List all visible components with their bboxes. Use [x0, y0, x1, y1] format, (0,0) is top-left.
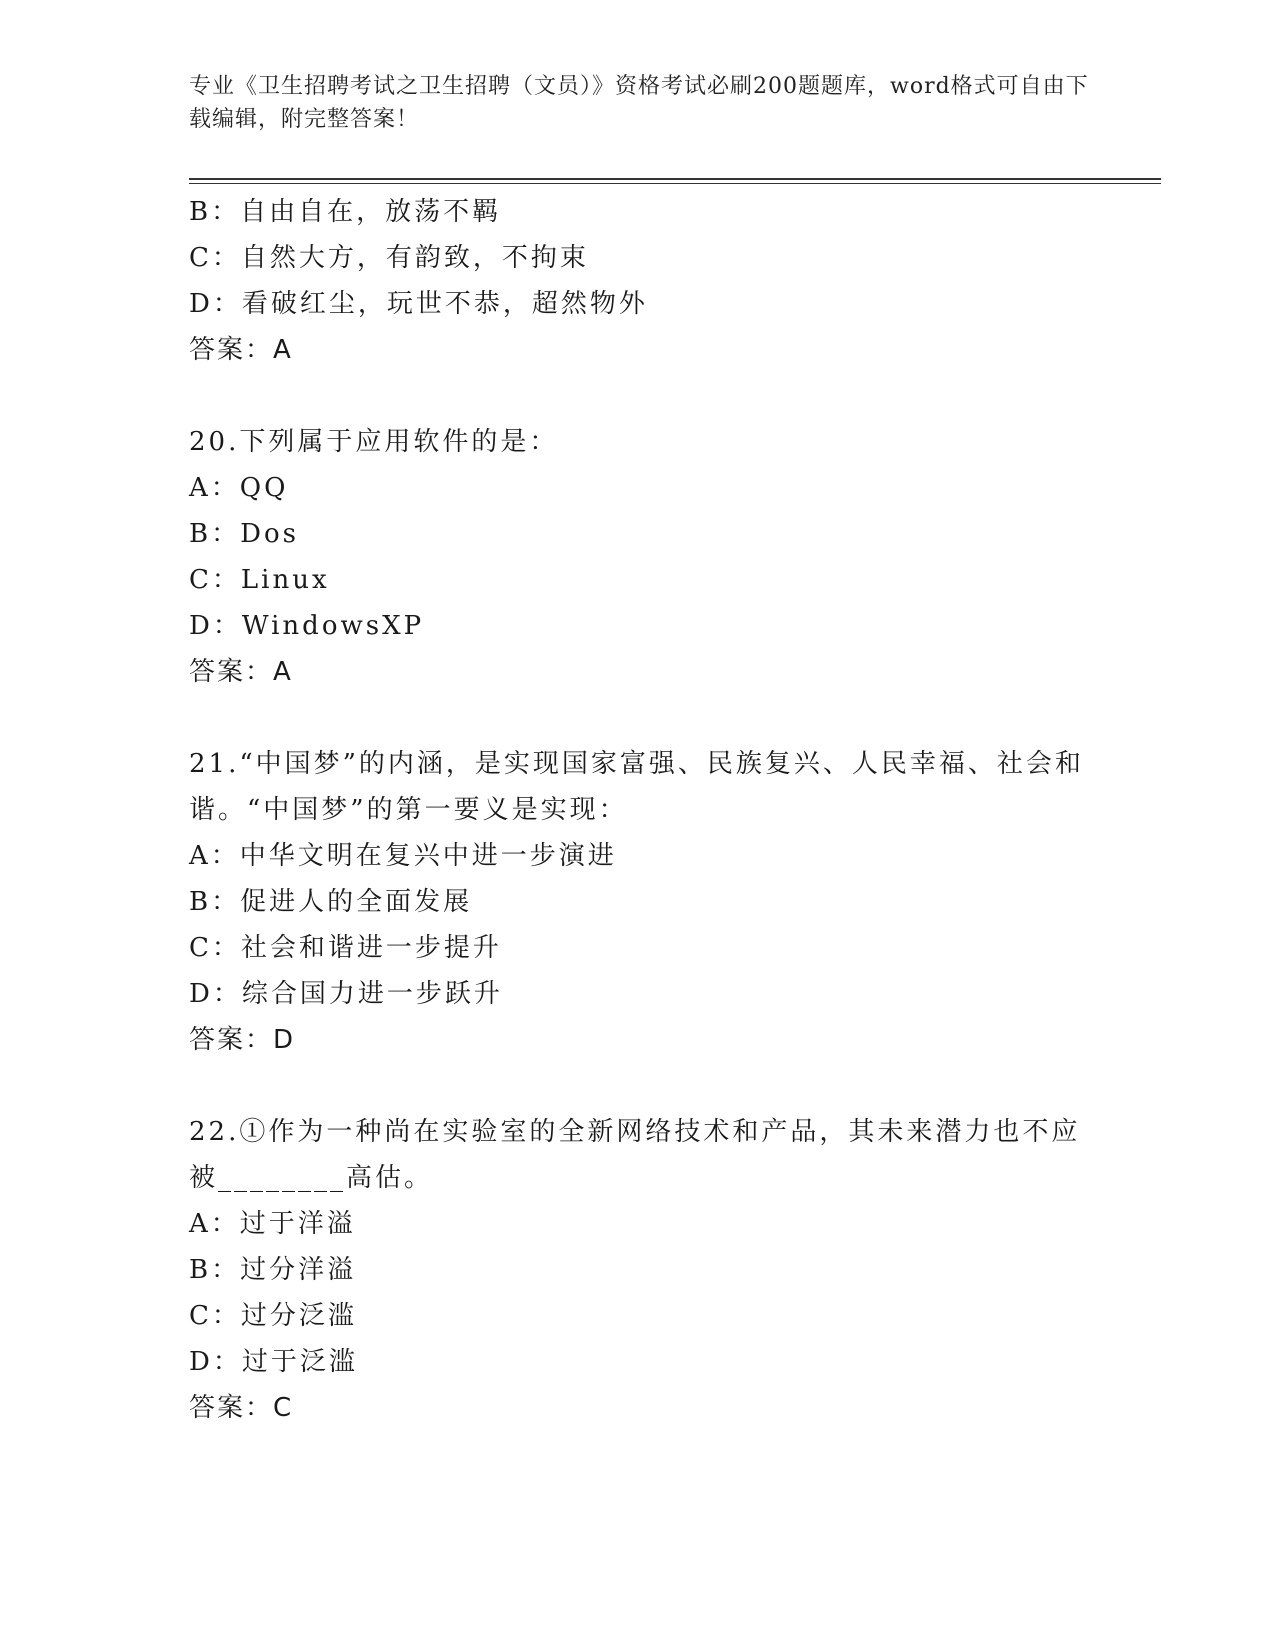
- option-line: C：过分泛滥: [189, 1301, 357, 1331]
- option-line: C：Linux: [189, 565, 330, 595]
- question-block: [189, 189, 1089, 373]
- question-stem: 21.“中国梦”的内涵，是实现国家富强、民族复兴、人民幸福、社会和谐。“中国梦”的第一要义是实现：: [189, 749, 1084, 825]
- option-line: C：社会和谐进一步提升: [189, 933, 502, 963]
- answer-line: 答案：A: [189, 335, 293, 365]
- option-line: D：综合国力进一步跃升: [189, 979, 503, 1009]
- option-line: B：Dos: [189, 519, 299, 549]
- answer-line: 答案：D: [189, 1025, 296, 1055]
- question-block: [189, 1109, 1089, 1431]
- page-header: 专业《卫生招聘考试之卫生招聘（文员）》资格考试必刷200题题库，word格式可自由下载编辑，附完整答案！: [189, 74, 1089, 132]
- header-divider-thin: [189, 183, 1161, 184]
- option-line: B：促进人的全面发展: [189, 887, 473, 917]
- option-line: D：过于泛滥: [189, 1347, 358, 1377]
- question-block: [189, 419, 1089, 695]
- option-line: D：看破红尘，玩世不恭，超然物外: [189, 289, 648, 319]
- answer-line: 答案：A: [189, 657, 293, 687]
- option-line: A：中华文明在复兴中进一步演进: [189, 841, 617, 871]
- header-divider-thick: [189, 178, 1161, 180]
- answer-line: 答案：C: [189, 1393, 294, 1423]
- option-line: C：自然大方，有韵致，不拘束: [189, 243, 589, 273]
- option-line: B：过分洋溢: [189, 1255, 357, 1285]
- option-line: D：WindowsXP: [189, 611, 425, 641]
- option-line: B：自由自在，放荡不羁: [189, 197, 502, 227]
- option-line: A：QQ: [189, 473, 289, 503]
- question-block: [189, 741, 1089, 1063]
- question-list: [189, 189, 1089, 1431]
- option-line: A：过于洋溢: [189, 1209, 356, 1239]
- question-stem: 22.①作为一种尚在实验室的全新网络技术和产品，其未来潜力也不应被________高估。: [189, 1117, 1081, 1193]
- question-stem: 20.下列属于应用软件的是：: [189, 427, 559, 457]
